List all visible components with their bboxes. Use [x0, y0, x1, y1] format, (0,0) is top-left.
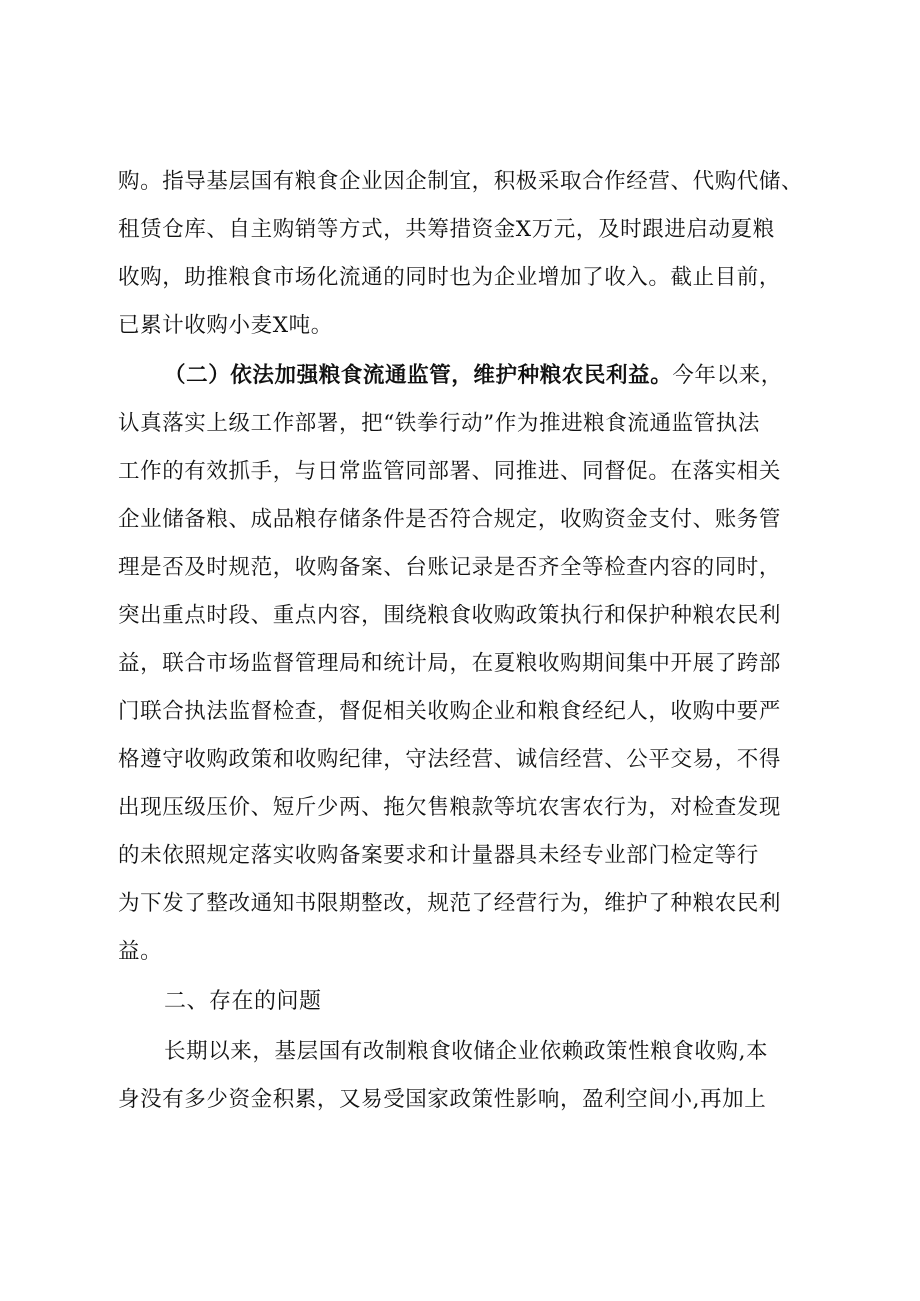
text-line: 购。指导基层国有粮食企业因企制宜，积极采取合作经营、代购代储、	[118, 169, 804, 194]
text-line: 收购，助推粮食市场化流通的同时也为企业增加了收入。截止目前，	[118, 265, 782, 290]
text-line: 租赁仓库、自主购销等方式，共筹措资金X万元，及时跟进启动夏粮	[118, 217, 775, 242]
section-heading: 二、存在的问题	[164, 989, 322, 1014]
text-line: 门联合执法监督检查，督促相关收购企业和粮食经纪人，收购中要严	[118, 699, 782, 724]
text-line: 理是否及时规范，收购备案、台账记录是否齐全等检查内容的同时，	[118, 555, 782, 580]
text-line: 为下发了整改通知书限期整改，规范了经营行为，维护了种粮农民利	[118, 891, 782, 916]
text-line: 工作的有效抓手，与日常监管同部署、同推进、同督促。在落实相关	[118, 459, 782, 484]
text-line: 企业储备粮、成品粮存储条件是否符合规定，收购资金支付、账务管	[118, 507, 782, 532]
text-line: 出现压级压价、短斤少两、拖欠售粮款等坑农害农行为，对检查发现	[118, 795, 782, 820]
text-line: 的未依照规定落实收购备案要求和计量器具未经专业部门检定等行	[118, 843, 759, 868]
text-line: 长期以来，基层国有改制粮食收储企业依赖政策性粮食收购,本	[164, 1039, 769, 1064]
text-line: 身没有多少资金积累，又易受国家政策性影响，盈利空间小,再加上	[118, 1087, 767, 1112]
text-line: 益，联合市场监督管理局和统计局，在夏粮收购期间集中开展了跨部	[118, 651, 782, 676]
text-line: 格遵守收购政策和收购纪律，守法经营、诚信经营、公平交易，不得	[118, 747, 782, 772]
paragraph-lead-line	[164, 356, 783, 396]
paragraph-lead-rest: 今年以来，	[672, 363, 783, 388]
text-line: 已累计收购小麦X吨。	[118, 313, 333, 338]
text-line: 益。	[118, 939, 163, 964]
text-line: 认真落实上级工作部署，把“铁拳行动”作为推进粮食流通监管执法	[118, 411, 760, 436]
text-line: 突出重点时段、重点内容，围绕粮食收购政策执行和保护种粮农民利	[118, 603, 782, 628]
paragraph-bold-lead: （二）依法加强粮食流通监管，维护种粮农民利益。	[164, 363, 673, 388]
